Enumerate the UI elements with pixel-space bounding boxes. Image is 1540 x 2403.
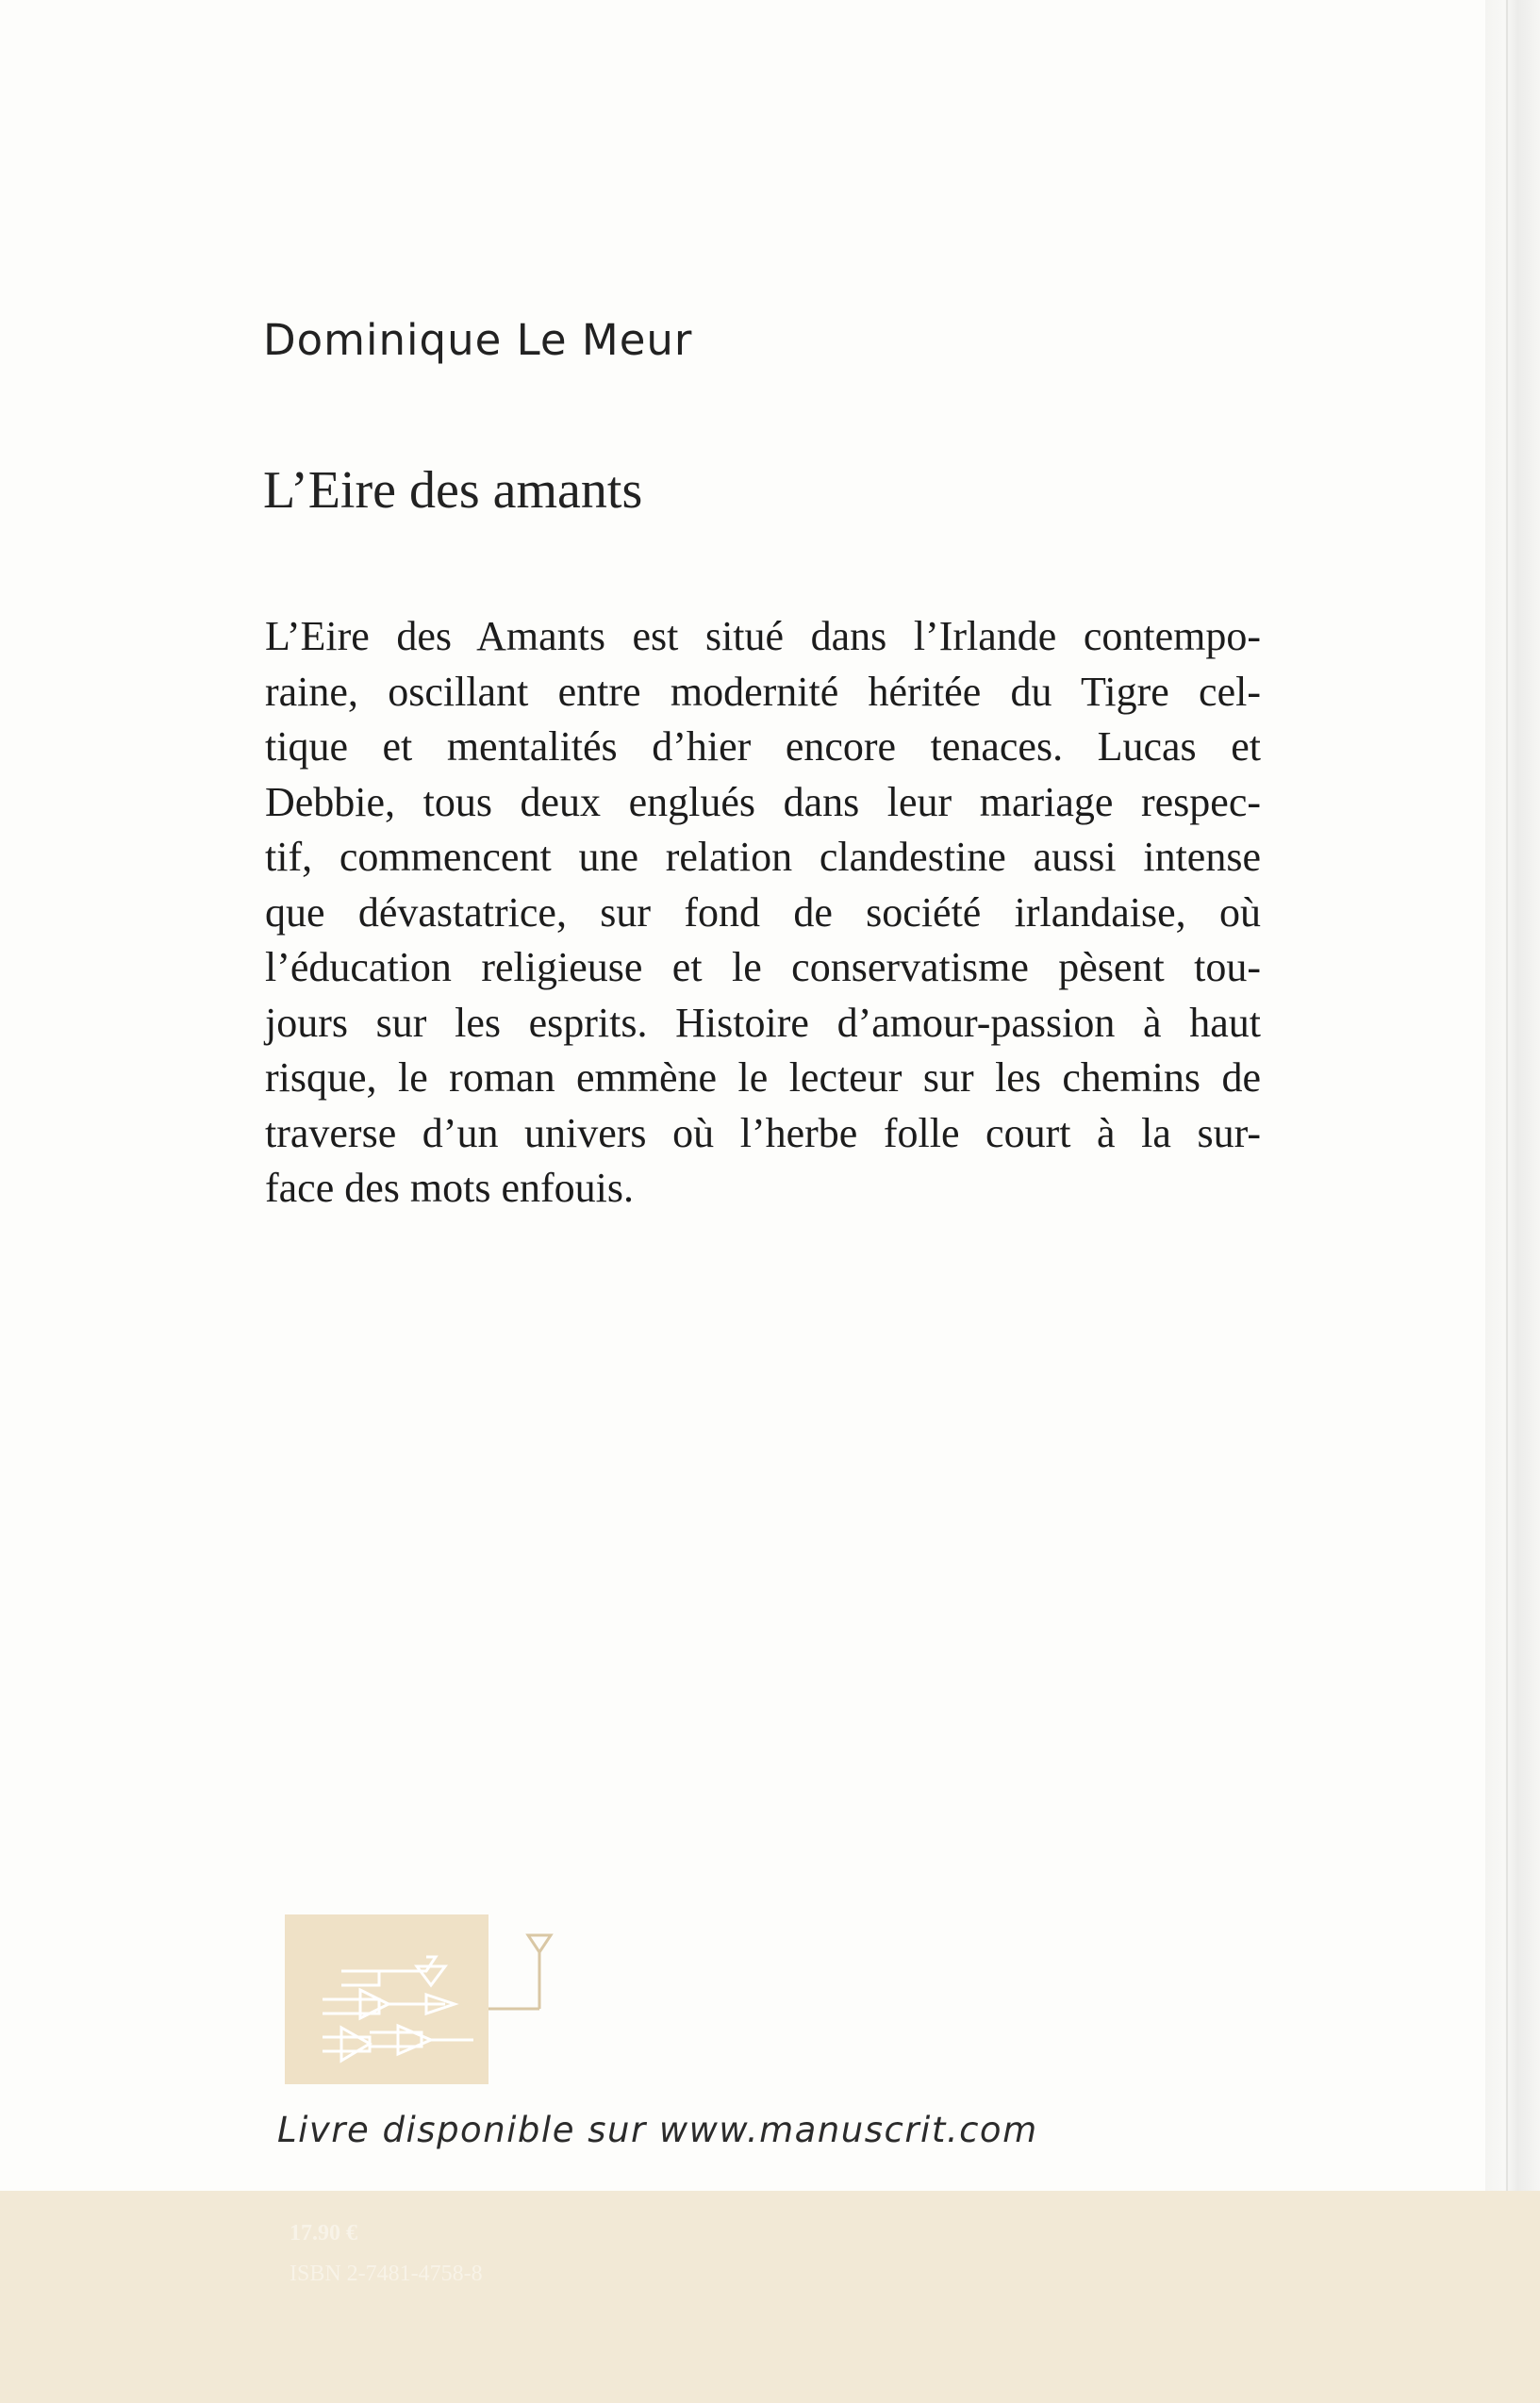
publisher-logo-icon	[285, 1914, 587, 2094]
blurb-line: tique et mentalités d’hier encore tenaces. Lucas et	[265, 723, 1261, 770]
blurb-line: L’Eire des Amants est situé dans l’Irlande contempo-	[265, 613, 1261, 659]
blurb-line: l’éducation religieuse et le conservatisme pèsent tou-	[265, 944, 1261, 990]
spine-edge	[1485, 0, 1540, 2403]
blurb	[265, 609, 1261, 1217]
blurb-line: tif, commencent une relation clandestine aussi intense	[265, 834, 1261, 880]
blurb-line: face des mots enfouis.	[265, 1165, 634, 1211]
blurb-line: traverse d’un univers où l’herbe folle court à la sur-	[265, 1109, 1261, 1156]
price-label: 17.90 €	[290, 2221, 357, 2246]
blurb-line: Debbie, tous deux englués dans leur mariage respec-	[265, 778, 1261, 825]
price-band	[0, 2191, 1540, 2403]
blurb-line: jours sur les esprits. Histoire d’amour-passion à haut	[265, 999, 1261, 1046]
book-title: L’Eire des amants	[263, 461, 643, 520]
author-name: Dominique Le Meur	[263, 315, 693, 365]
isbn-label: ISBN 2-7481-4758-8	[290, 2262, 483, 2286]
blurb-line: raine, oscillant entre modernité héritée du Tigre cel-	[265, 668, 1261, 715]
spine-fold-line	[1506, 0, 1508, 2403]
blurb-line: risque, le roman emmène le lecteur sur les chemins de	[265, 1054, 1261, 1101]
availability-note: Livre disponible sur www.manuscrit.com	[277, 2110, 1038, 2150]
blurb-line: que dévastatrice, sur fond de société irlandaise, où	[265, 888, 1261, 936]
